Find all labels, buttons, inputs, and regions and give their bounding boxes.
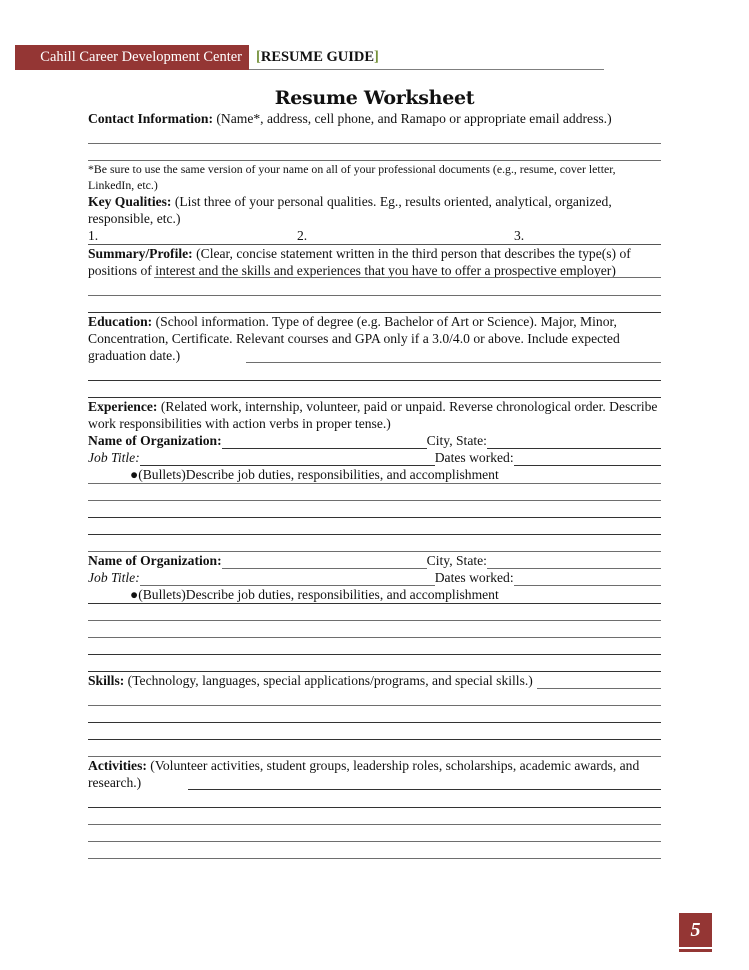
education-hint: (School information. Type of degree (e.g. Bachelor of Art or Science). Major, Minor, Concentration, Certificate. Relevant courses and GPA only if a 3.0/4.0 or above. Include expected graduation date.) — [88, 314, 620, 363]
dates-field[interactable] — [514, 571, 661, 586]
summary-line-2[interactable] — [88, 296, 661, 313]
experience-1-line-1[interactable] — [88, 484, 661, 501]
summary-line-1[interactable] — [88, 279, 661, 296]
skills-inline-line[interactable] — [537, 674, 661, 689]
bullet-hint: ●(Bullets)Describe job duties, responsibilities, and accomplishment — [130, 587, 499, 602]
worksheet-body — [88, 110, 661, 859]
skills-label: Skills: — [88, 673, 125, 688]
job-title-label: Job Title: — [88, 570, 140, 585]
job-title-field[interactable] — [140, 571, 435, 586]
bracket-close: ] — [374, 49, 379, 65]
experience-2-line-4[interactable] — [88, 655, 661, 672]
skills-line-4[interactable] — [88, 740, 661, 757]
quality-field-2[interactable]: 2. — [297, 228, 308, 243]
key-qualities-fields — [88, 227, 661, 245]
key-qualities-heading — [88, 193, 661, 227]
city-field[interactable] — [487, 434, 661, 449]
page-number: 5 — [690, 919, 701, 941]
city-field[interactable] — [487, 554, 661, 569]
dates-label: Dates worked: — [434, 450, 514, 465]
skills-heading — [88, 672, 661, 689]
contact-note: *Be sure to use the same version of your name on all of your professional documents (e.g., resume, cover letter, LinkedIn, etc.) — [88, 162, 616, 192]
experience-1-job-row — [88, 449, 661, 466]
contact-line-2[interactable] — [88, 144, 661, 161]
education-heading — [88, 313, 661, 364]
experience-2-bullet[interactable] — [88, 586, 661, 604]
experience-2-org-row — [88, 552, 661, 569]
experience-1-line-3[interactable] — [88, 518, 661, 535]
guide-label: RESUME GUIDE — [260, 49, 375, 65]
education-inline-line[interactable] — [246, 362, 661, 363]
experience-2-line-1[interactable] — [88, 604, 661, 621]
dates-label: Dates worked: — [434, 570, 514, 585]
bullet-hint: ●(Bullets)Describe job duties, responsibilities, and accomplishment — [130, 467, 499, 482]
summary-label: Summary/Profile: — [88, 246, 193, 261]
dates-field[interactable] — [514, 451, 661, 466]
bracket-open: [ — [256, 49, 261, 65]
skills-line-2[interactable] — [88, 706, 661, 723]
activities-line-2[interactable] — [88, 808, 661, 825]
education-line-2[interactable] — [88, 381, 661, 398]
skills-hint: (Technology, languages, special applications/programs, and special skills.) — [124, 673, 533, 688]
header-org-band — [15, 45, 249, 70]
job-title-label: Job Title: — [88, 450, 140, 465]
experience-heading — [88, 398, 661, 432]
activities-line-1[interactable] — [88, 791, 661, 808]
contact-section-heading — [88, 110, 661, 127]
contact-hint: (Name*, address, cell phone, and Ramapo or appropriate email address.) — [212, 111, 612, 126]
activities-label: Activities: — [88, 758, 147, 773]
org-label: Name of Organization: — [88, 433, 222, 448]
key-qualities-label: Key Qualities: — [88, 194, 172, 209]
summary-heading — [88, 245, 661, 279]
activities-line-4[interactable] — [88, 842, 661, 859]
activities-line-3[interactable] — [88, 825, 661, 842]
experience-2-job-row — [88, 569, 661, 586]
city-label: City, State: — [426, 553, 487, 568]
experience-1-line-2[interactable] — [88, 501, 661, 518]
activities-inline-line[interactable] — [188, 789, 661, 790]
quality-field-3[interactable]: 3. — [514, 228, 525, 243]
job-title-field[interactable] — [140, 451, 435, 466]
activities-hint: (Volunteer activities, student groups, leadership roles, scholarships, academic awards, and research.) — [88, 758, 640, 790]
skills-line-3[interactable] — [88, 723, 661, 740]
education-label: Education: — [88, 314, 153, 329]
experience-hint: (Related work, internship, volunteer, paid or unpaid. Reverse chronological order. Describe work responsibilities with action verbs in proper tense.) — [88, 399, 658, 431]
experience-1-bullet[interactable] — [88, 466, 661, 484]
experience-label: Experience: — [88, 399, 158, 414]
skills-line-1[interactable] — [88, 689, 661, 706]
header-guide-label — [256, 45, 379, 70]
activities-heading — [88, 757, 661, 791]
org-field[interactable] — [222, 554, 427, 569]
page-title: Resume Worksheet — [274, 87, 475, 109]
education-line-1[interactable] — [88, 364, 661, 381]
key-qualities-hint: (List three of your personal qualities. Eg., results oriented, analytical, organized, responsible, etc.) — [88, 194, 612, 226]
contact-line-1[interactable] — [88, 127, 661, 144]
contact-label: Contact Information: — [88, 111, 213, 126]
quality-field-1[interactable]: 1. — [88, 228, 99, 243]
experience-1-line-4[interactable] — [88, 535, 661, 552]
experience-2-line-2[interactable] — [88, 621, 661, 638]
page-number-underbar — [679, 949, 712, 952]
summary-hint: (Clear, concise statement written in the third person that describes the type(s) of positions of interest and the skills and experiences that you have to offer a prospective employer) — [88, 246, 631, 278]
org-name: Cahill Career Development Center — [40, 49, 242, 65]
org-field[interactable] — [222, 434, 427, 449]
summary-inline-line[interactable] — [154, 277, 661, 278]
city-label: City, State: — [426, 433, 487, 448]
page-number-badge — [679, 913, 712, 947]
experience-1-org-row — [88, 432, 661, 449]
org-label: Name of Organization: — [88, 553, 222, 568]
experience-2-line-3[interactable] — [88, 638, 661, 655]
header-rule — [249, 69, 604, 70]
